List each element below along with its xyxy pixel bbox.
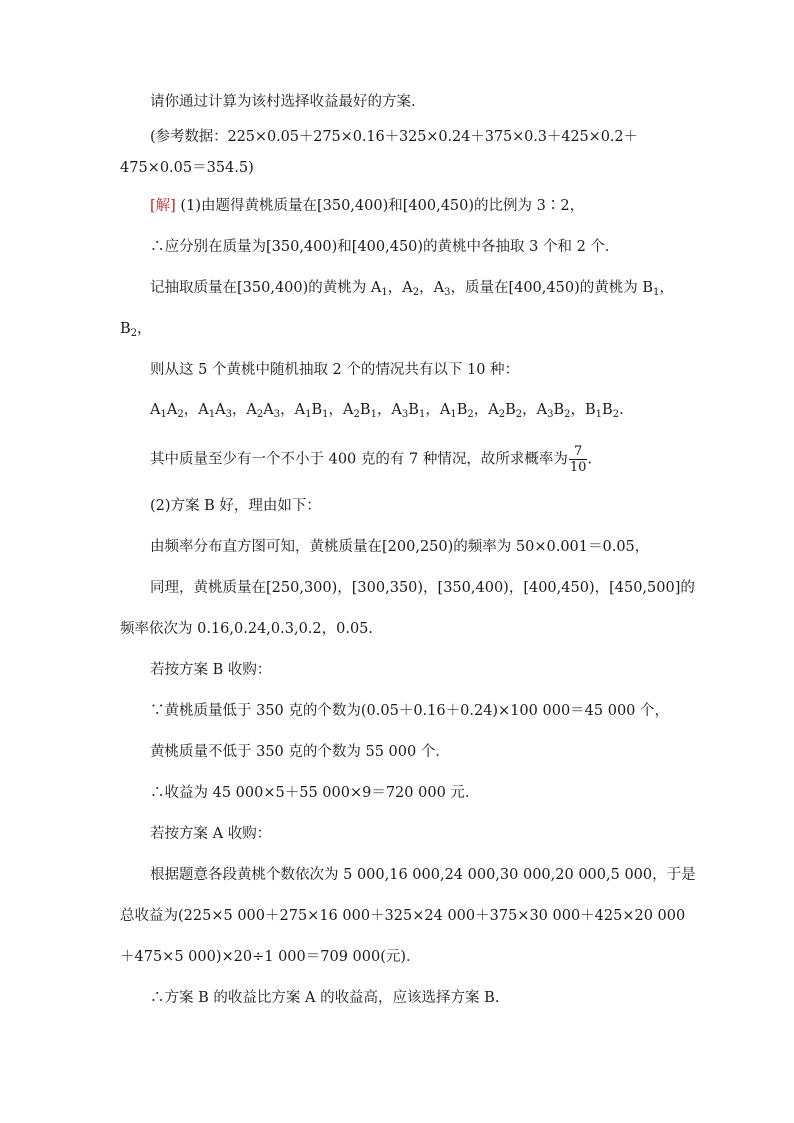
- plan-b-count-high-line: 黄桃质量不低于 350 克的个数为 55 000 个．: [150, 744, 450, 760]
- cases-intro-line: 则从这 5 个黄桃中随机抽取 2 个的情况共有以下 10 种：: [150, 362, 520, 378]
- sampling-line: ∴应分别在质量为[350,400)和[400,450)的黄桃中各抽取 3 个和 2 个．: [150, 239, 620, 255]
- reference-data-line-1: (参考数据：225×0.05＋275×0.16＋325×0.24＋375×0.3＋425×0.2＋: [150, 129, 638, 145]
- reference-data-line-2: 475×0.05＝354.5): [120, 160, 254, 176]
- labeling-line-cont: $B_2$，: [120, 321, 152, 339]
- frequency-values-line: 频率依次为 0.16,0.24,0.3,0.2，0.05.: [120, 621, 374, 637]
- plan-a-counts-line: 根据题意各段黄桃个数依次为 5 000,16 000,24 000,30 000,20 000,5 000，于是: [150, 867, 696, 883]
- labeling-line: 记抽取质量在[350,400)的黄桃为 $A_1$，$A_2$，$A_3$，质量在[400,450)的黄桃为 $B_1$，: [150, 280, 674, 298]
- probability-fraction: $\frac{7}{10}$: [569, 444, 587, 475]
- frequency-intervals-line: 同理，黄桃质量在[250,300)，[300,350)，[350,400)，[400,450)，[450,500]的: [150, 580, 695, 596]
- cases-list-line: $A_1A_2$，$A_1A_3$，$A_2A_3$，$A_1B_1$，$A_2B_1$，$A_3B_1$，$A_1B_2$，$A_2B_2$，$A_3B_2$，$B_1B_2$.: [150, 402, 624, 420]
- part2-heading-line: (2)方案 B 好，理由如下：: [150, 498, 321, 514]
- conclusion-line: ∴方案 B 的收益比方案 A 的收益高，应该选择方案 B.: [150, 990, 500, 1006]
- frequency-line: 由频率分布直方图可知，黄桃质量在[200,250)的频率为 50×0.001＝0.05，: [150, 539, 650, 555]
- plan-b-revenue-line: ∴收益为 45 000×5＋55 000×9＝720 000 元．: [150, 785, 480, 801]
- question-line: 请你通过计算为该村选择收益最好的方案.: [150, 94, 416, 110]
- solution-tag: [解]: [150, 198, 176, 214]
- plan-a-heading-line: 若按方案 A 收购：: [150, 826, 272, 842]
- plan-a-total-line-2: ＋475×5 000)×20÷1 000＝709 000(元)．: [120, 949, 421, 965]
- probability-line: 其中质量至少有一个不小于 400 克的有 7 种情况，故所求概率为 $\frac{7}{10}$ .: [150, 444, 592, 475]
- solution-part1-line: [解] (1)由题得黄桃质量在[350,400)和[400,450)的比例为 3∶2，: [150, 198, 585, 214]
- plan-a-total-line-1: 总收益为(225×5 000＋275×16 000＋325×24 000＋375×30 000＋425×20 000: [120, 908, 686, 924]
- plan-b-count-low-line: ∵黄桃质量低于 350 克的个数为(0.05＋0.16＋0.24)×100 000＝45 000 个，: [150, 703, 670, 719]
- plan-b-heading-line: 若按方案 B 收购：: [150, 662, 272, 678]
